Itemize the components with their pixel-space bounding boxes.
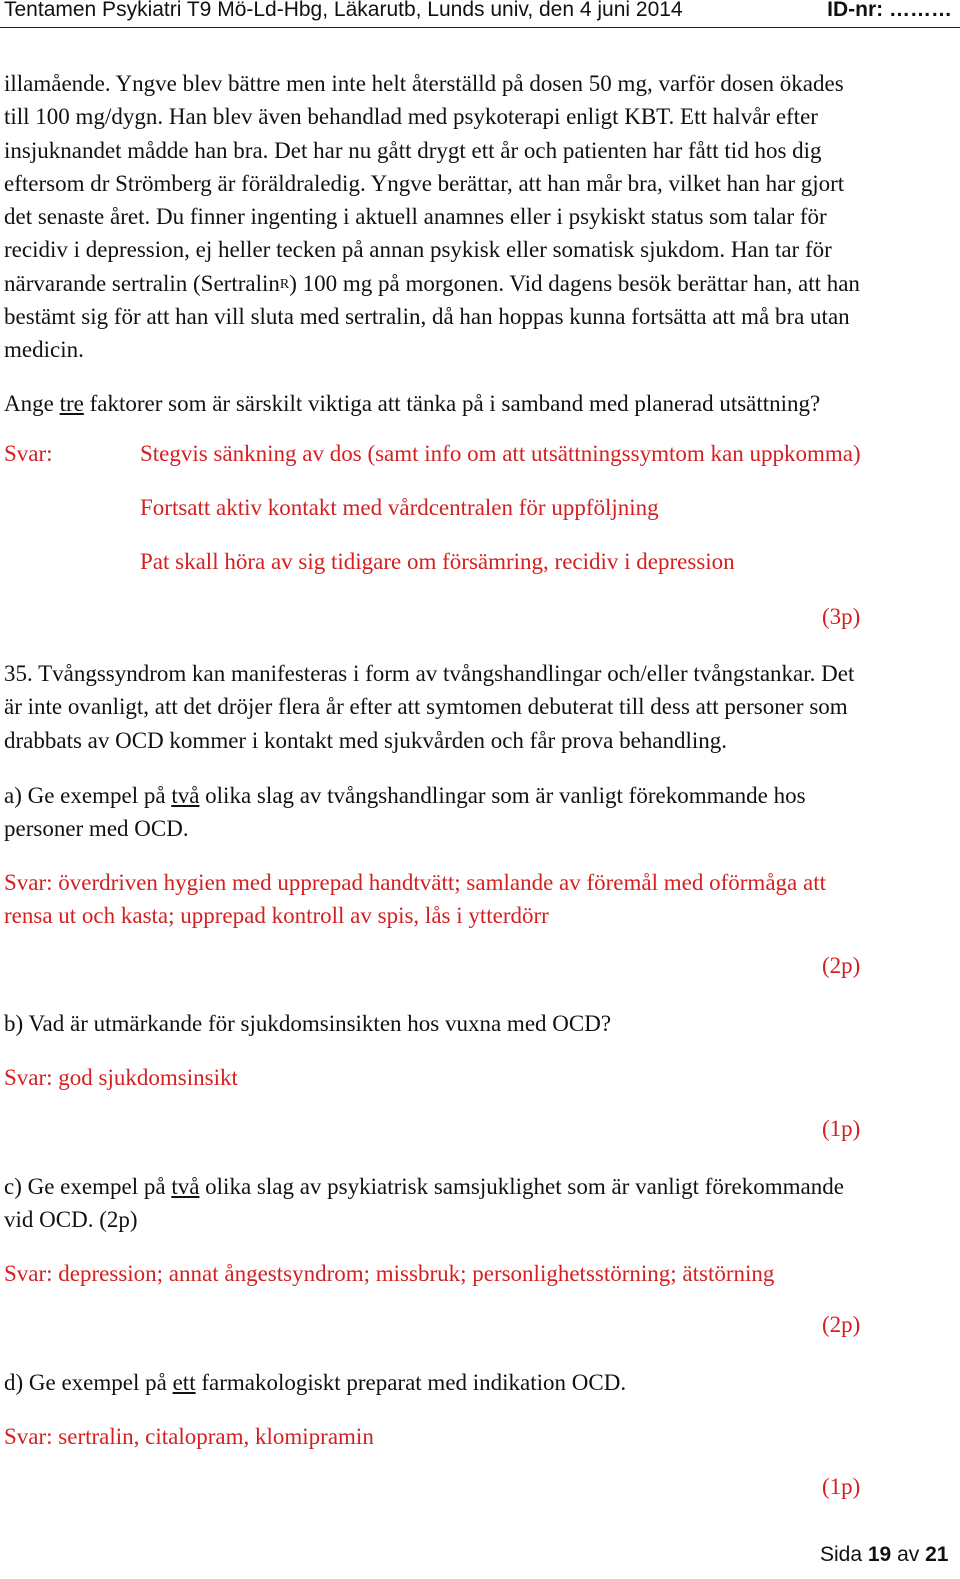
points-label: (2p) bbox=[822, 1312, 861, 1337]
page-header bbox=[0, 0, 960, 28]
id-number-field: ID-nr: ……… bbox=[827, 0, 952, 21]
case-line: eftersom dr Strömberg är föräldraledig. Yngve berättar, att han mår bra, vilket han har gjort bbox=[4, 170, 845, 196]
question-text: farmakologiskt preparat med indikation OCD. bbox=[195, 1370, 627, 1395]
case-text-fragment: ) 100 mg på morgonen. Vid dagens besök berättar han, att han bbox=[289, 270, 860, 296]
question-35a bbox=[4, 779, 949, 846]
question-text: olika slag av psykiatrisk samsjuklighet som är vanligt förekommande bbox=[199, 1174, 844, 1199]
registered-superscript: R bbox=[279, 276, 290, 292]
question-text: Ange bbox=[4, 391, 60, 416]
case-text-fragment: närvarande sertralin (Sertralin bbox=[4, 270, 280, 296]
answer-line: rensa ut och kasta; upprepad kontroll av spis, lås i ytterdörr bbox=[4, 903, 549, 929]
answer-line: Svar: överdriven hygien med upprepad handtvätt; samlande av föremål med oförmåga att bbox=[4, 870, 826, 895]
answer-item: Pat skall höra av sig tidigare om försämring, recidiv i depression bbox=[140, 549, 735, 574]
answer-35a bbox=[4, 866, 949, 933]
case-line: recidiv i depression, ej heller tecken på annan psykisk eller somatisk sjukdom. Han tar för bbox=[4, 237, 832, 263]
question-text: d) Ge exempel på bbox=[4, 1370, 173, 1395]
question-text: olika slag av tvångshandlingar som är vanligt förekommande hos bbox=[199, 783, 806, 808]
question-text: c) Ge exempel på bbox=[4, 1174, 172, 1199]
question-35-intro bbox=[4, 657, 949, 757]
case-line: det senaste året. Du finner ingenting i aktuell anamnes eller i psykiskt status som talar för bbox=[4, 204, 827, 230]
question-line: personer med OCD. bbox=[4, 816, 189, 842]
question-emphasis: två bbox=[171, 1174, 200, 1199]
question-34 bbox=[4, 387, 949, 420]
total-pages: 21 bbox=[925, 1543, 949, 1566]
question-text: a) Ge exempel på bbox=[4, 783, 172, 808]
question-emphasis: två bbox=[171, 783, 200, 808]
intro-line: 35. Tvångssyndrom kan manifesteras i form av tvångshandlingar och/eller tvångstankar. Det bbox=[4, 661, 855, 686]
case-line: illamående. Yngve blev bättre men inte helt återställd på dosen 50 mg, varför dosen ökades bbox=[4, 71, 844, 96]
answer-label: Svar: bbox=[4, 441, 53, 466]
case-line bbox=[4, 267, 949, 300]
intro-line: drabbats av OCD kommer i kontakt med sjukvården och får prova behandling. bbox=[4, 727, 728, 753]
case-line: till 100 mg/dygn. Han blev även behandlad med psykoterapi enligt KBT. Ett halvår efter bbox=[4, 104, 818, 130]
question-line: vid OCD. (2p) bbox=[4, 1207, 138, 1233]
answer-35d: Svar: sertralin, citalopram, klomipramin bbox=[4, 1424, 374, 1449]
question-text: faktorer som är särskilt viktiga att tänka på i samband med planerad utsättning? bbox=[83, 391, 821, 416]
question-35b: b) Vad är utmärkande för sjukdomsinsikten hos vuxna med OCD? bbox=[4, 1011, 612, 1036]
question-line bbox=[4, 779, 949, 812]
exam-title: Tentamen Psykiatri T9 Mö-Ld-Hbg, Läkarutb, Lunds univ, den 4 juni 2014 bbox=[4, 0, 683, 21]
question-line bbox=[4, 1170, 949, 1203]
answer-item: Fortsatt aktiv kontakt med vårdcentralen för uppföljning bbox=[140, 495, 659, 520]
question-35d bbox=[4, 1366, 949, 1399]
case-line: bestämt sig för att han vill sluta med sertralin, då han hoppas kunna fortsätta att må bra utan bbox=[4, 304, 850, 330]
intro-line: är inte ovanligt, att det dröjer flera år efter att symtomen debuterat till dess att personer som bbox=[4, 694, 848, 720]
answer-35b: Svar: god sjukdomsinsikt bbox=[4, 1065, 238, 1090]
page-number-text: av bbox=[891, 1543, 926, 1566]
page-number-text: Sida bbox=[820, 1543, 868, 1566]
answer-item: Stegvis sänkning av dos (samt info om att utsättningssymtom kan uppkomma) bbox=[140, 441, 861, 466]
points-label: (2p) bbox=[822, 953, 861, 978]
points-label: (1p) bbox=[822, 1116, 861, 1141]
current-page: 19 bbox=[867, 1543, 892, 1566]
case-line: insjuknandet mådde han bra. Det har nu gått drygt ett år och patienten har fått tid hos dig bbox=[4, 137, 822, 163]
question-emphasis: ett bbox=[172, 1370, 196, 1395]
page-number bbox=[820, 1543, 948, 1567]
points-label: (1p) bbox=[822, 1474, 861, 1499]
points-label: (3p) bbox=[822, 604, 861, 629]
case-line: medicin. bbox=[4, 337, 84, 363]
question-35c bbox=[4, 1170, 949, 1237]
header-divider bbox=[0, 27, 960, 28]
answer-35c: Svar: depression; annat ångestsyndrom; missbruk; personlighetsstörning; ätstörning bbox=[4, 1261, 775, 1286]
case-text bbox=[4, 67, 949, 367]
question-emphasis: tre bbox=[59, 391, 84, 416]
